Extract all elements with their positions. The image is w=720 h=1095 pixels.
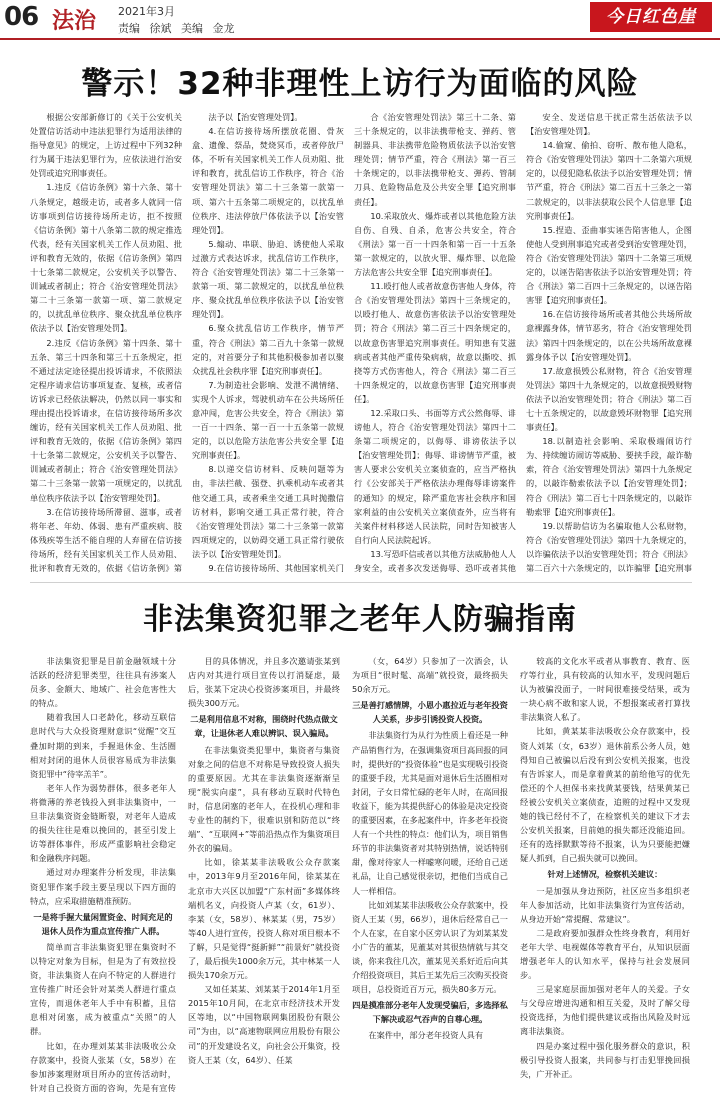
paragraph: 三是家庭层面加强对老年人的关爱。子女与父母应增进沟通和相互关爱，及时了解父母投资选择，为他们提供建议或指出风险及时远离非法集资。 <box>520 984 690 1037</box>
issue-date: 2021年3月 <box>118 5 175 18</box>
subheading: 三是善打感情牌，小恩小惠拉近与老年投资人关系，步步引诱投资人投资。 <box>352 700 508 725</box>
paragraph: 法予以【治安管理处罚】。 <box>208 112 303 122</box>
paragraph: 4.在信访接待场所摆放花圈、骨灰盒、遗像、祭品，焚烧冥币，或者停放尸体，不听有关国家机关工作人员劝阻、批评和教育，扰乱信访工作秩序，符合《治安管理处罚法》第二十三条第一款第一项、第六十五条第二项规定的，以扰乱单位秩序、违法停放尸体依法予以【治安管理处罚】。 <box>192 126 344 235</box>
paragraph: 随着我国人口老龄化，移动互联信息时代与大众投资理财意识“觉醒”交互叠加时期的到来，手握退休金、生活圈相对封闭的退休人员很容易成为非法集资犯罪中“待宰羔羊”。 <box>30 712 176 779</box>
paragraph: 在案件中，部分老年投资人具有 <box>368 1030 484 1041</box>
article1-headline: 警示！32种非理性上访行为面临的风险 <box>81 66 639 102</box>
paragraph: 15.捏造、歪曲事实诬告陷害他人，企图使他人受到刑事追究或者受到治安管理处罚，符合《治安管理处罚法》第四十二条第三项规定的，以诬告陷害依法予以治安管理处罚；符合《刑法》第二百四十三条规定的，以诬告陷害罪【追究刑事责任】。 <box>526 224 692 306</box>
paragraph: 合《治安管理处罚法》第三十二条、第三十条规定的，以非法携带枪支、弹药、管制器具、非法携带危险物质依法予以治安管理处罚；情节严重，符合《刑法》第一百三十条规定的，以非法携带枪支、弹药、管制刀具、危险物品危及公共安全罪【追究刑事责任】。 <box>354 112 516 207</box>
paragraph: 12.采取口头、书面等方式公然侮辱、诽谤他人，符合《治安管理处罚法》第四十二条第二项规定的，以侮辱、诽谤依法予以【治安管理处罚】；侮辱、诽谤情节严重，被害人要求公安机关立案侦查的，应当严格执行《公安部关于严格依法办理侮辱诽谤案件的通知》的规定，除严重危害社会秩序和国家利益的由公安机关立案侦查外，应当将有关案件材料移送人民法院，同时告知被害人自行向人民法院起诉。 <box>354 407 516 545</box>
paragraph: 根据公安部新修订的《关于公安机关处置信访活动中违法犯罪行为适用法律的指导意见》的规定，上访过程中下列32种行为属于违法犯罪行为，应依法进行治安处罚或追究刑事责任。 <box>30 112 182 179</box>
paragraph: 一是加强从身边预防，社区应当多组织老年人参加活动，比如非法集资行为宣传活动，从身边开始“常提醒、常建议”。 <box>520 885 690 924</box>
article1-column-4 <box>526 110 692 578</box>
article1-column-2 <box>192 110 344 578</box>
paragraph: 二是政府要加强群众性终身教育，利用好老年大学、电视媒体等教育平台，从知识层面增强老年人的认知水平，保持与社会发展同步。 <box>520 927 690 981</box>
page-number: 06 <box>4 2 39 32</box>
newspaper-logo: 今日红色崖 <box>590 2 712 32</box>
paragraph: 在非法集资类犯罪中，集资者与集资对象之间的信息不对称是导致投资人损失的重要原因。尤其在非法集资逐渐渐呈现“脱实向虚”，具有移动互联时代特色时，信息闭塞的老年人，在投机心理和非专业性的制约下，很难识别和防范以“终端”、“互联网+”等前沿热点作为集资项目外衣的骗局。 <box>188 744 340 854</box>
paragraph: 目的具体情况，并且多次邀请张某到店内对其进行项目宣传以打消疑虑，最后，张某下定决心投资涉案项目，并最终损失300万元。 <box>188 656 340 709</box>
subheading: 一是将手握大量闲置资金、时间充足的退休人员作为重点宣传推广人群。 <box>33 911 173 936</box>
paragraph: 10.采取放火、爆炸或者以其他危险方法自伤、自残、自杀，危害公共安全，符合《刑法》第一百一十四条和第一百一十五条第一款规定的，以放火罪、爆炸罪、以危险方法危害公共安全罪【追究刑事责任】。 <box>354 210 516 278</box>
paragraph: 19.以帮助信访为名骗取他人公私财物，符合《治安管理处罚法》第四十九条规定的，以诈骗依法予以治安管理处罚；符合《刑法》第二百六十六条规定的，以诈骗罪【追究刑事 <box>526 520 692 573</box>
article2-headline: 非法集资犯罪之老年人防骗指南 <box>143 602 577 637</box>
paragraph: 老年人作为弱势群体，很多老年人将微薄的养老钱投入到非法集资中，一旦非法集资资金链断裂，对老年人造成的损失往往是难以挽回的，甚至引发上访等群体事件，形成严重影响社会稳定和金融秩序问题。 <box>30 782 176 864</box>
article-separator <box>30 582 692 583</box>
paragraph: 简单而言非法集资犯罪在集资时不以特定对象为目标，但是为了有效拉投资，非法集资人在向不特定的人群进行宣传推广时还会针对某类人群进行重点宣传，而退休老年人手中有积蓄，且信息相对闭塞，成为被重点“关照”的人群。 <box>30 941 176 1037</box>
article2-column-2 <box>188 654 340 1094</box>
paragraph: 13.写恐吓信或者以其他方法威胁他人人身安全，或者多次发送侮辱、恐吓或者其他 <box>354 548 516 573</box>
masthead <box>0 0 720 48</box>
article2-column-1 <box>30 654 176 1094</box>
paragraph: 9.在信访接待场所、其他国家机关门 <box>208 563 344 573</box>
paragraph: 又如任某某、刘某某于2014年1月至2015年10月间，在北京市经济技术开发区等地，以“中国物联网集团股份有限公司”为由，以“高速物联网应用股份有限公司”的开发建设名义，向社会公开集资，投资人王某（女，64岁）、任某 <box>188 984 340 1065</box>
subheading: 二是利用信息不对称，围绕时代热点做文章，让退休老人难以辨识、误入骗局。 <box>190 714 338 739</box>
paragraph: 14.偷窥、偷拍、窃听、散布他人隐私，符合《治安管理处罚法》第四十二条第六项规定的，以侵犯隐私依法予以治安管理处罚；情节严重，符合《刑法》第二百五十三条之一第二款规定的，以非法获取公民个人信息罪【追究刑事责任】。 <box>526 140 692 221</box>
paragraph: 1.违反《信访条例》第十六条、第十八条规定，越级走访，或者多人就同一信访事项到信访接待场所走访，拒不按照《信访条例》第十八条第二款的规定推选代表，经有关国家机关工作人员劝阻、批评和教育无效的，依据《信访条例》第四十七条第二款规定，公安机关予以警告、训诫或者制止；符合《治安管理处罚法》第二十三条第一款第一项、第二款规定的，以扰乱单位秩序、聚众扰乱单位秩序依法予以【治安管理处罚】。 <box>30 182 182 334</box>
paragraph: 5.煽动、串联、胁迫、诱使他人采取过激方式表达诉求，扰乱信访工作秩序，符合《治安管理处罚法》第二十三条第一款第一项、第二款规定的，以扰乱单位秩序、聚众扰乱单位秩序依法予以【治安管理处罚】。 <box>192 238 344 320</box>
subheading: 四是摸准部分老年人发现受骗后，多选择私下解决或忍气吞声的自尊心理。 <box>352 1000 508 1025</box>
paragraph: 比如，在办理刘某某非法吸收公众存款案中，投资人张某（女，58岁）在参加涉案理财项目所办的宣传活动时，针对自己投资方面的咨询，先是有宣传 <box>30 1040 176 1093</box>
paragraph: 17.故意损毁公私财物，符合《治安管理处罚法》第四十九条规定的，以故意损毁财物依法予以治安管理处罚；符合《刑法》第二百七十五条规定的，以故意毁坏财物罪【追究刑事责任】。 <box>526 365 692 433</box>
paragraph: （女，64岁）只参加了一次酒会，认为项目“很时髦、高端”就投资，最终损失50余万元。 <box>352 656 508 695</box>
paragraph: 2.违反《信访条例》第十四条、第十五条、第三十四条和第三十五条规定，拒不通过法定途径提出投诉请求，不依照法定程序请求信访事项复查、复核，或者信访诉求已经依法解决，仍然以同一事实和理由提出投诉请求，在信访接待场所多次缠访，经有关国家机关工作人员劝阻、批评和教育无效的，依据《信访条例》第四十七条第二款规定，公安机关予以警告、训诫或者制止；符合《治安管理处罚法》第二十三条第一款第一项规定的，以扰乱单位秩序依法予以【治安管理处罚】。 <box>30 337 182 503</box>
paragraph: 比如，黄某某非法吸收公众存款案中，投资人刘某（女，63岁）退休前系公务人员，她得知自己被骗以后没有到公安机关报案，也没有告诉家人，而是拿着黄某的前给他写的优先偿还的个人担保书来找黄某要钱，结果黄某已经被公安机关立案侦查，追赃的过程中又发现她的钱已经付不了，在检察机关的建议下才去公安机关报案，目前她的损失都还没能追回。还有的选择默默等待不报案，认为只要能把嫌疑人抓到，自己损失就可以挽回。 <box>520 726 690 864</box>
masthead-rule <box>0 38 720 40</box>
paragraph: 通过对办理案件分析发现，非法集资犯罪作案手段主要呈现以下四方面的特点，应采取措施精准预防。 <box>30 867 176 906</box>
paragraph: 比如，徐某某非法吸收公众存款案中，2013年9月至2016年间，徐某某在北京市大兴区以加盟“广东村面”多媒体终端机名义，向投资人卢某（女，61岁）、李某（女，58岁）、林某某（男，75岁）等40人进行宣传，投资人称对项目根本不了解，只是觉得“挺新鲜”“前景好”就投资了，最后损失1000余万元，其中林某一人损失170余万元。 <box>188 857 340 981</box>
paragraph: 7.为制造社会影响、发泄不满情绪、实现个人诉求，驾驶机动车在公共场所任意冲闯，危害公共安全，符合《刑法》第一百一十四条、第一百一十五条第一款规定的，以以危险方法危害公共安全罪【追究刑事责任】。 <box>192 379 344 461</box>
paragraph: 18.以制造社会影响、采取极端闹访行为、持续缠访闹访等威胁、要挟手段，敲诈勒索，符合《治安管理处罚法》第四十九条规定的，以敲诈勒索依法予以【治安管理处罚】；符合《刑法》第二百七十四条规定的，以敲诈勒索罪【追究刑事责任】。 <box>526 436 692 517</box>
paragraph: 较高的文化水平或者从事教育、教育、医疗等行业，具有较高的认知水平，发现问题后认为被骗没面子，一时间很难接受结果，或为一块心病不敢和家人说，不想报案或者打算找非法集资人私了。 <box>520 656 690 723</box>
article1-column-3 <box>354 110 516 578</box>
section-title: 法治 <box>52 8 97 34</box>
paragraph: 8.以递交信访材料、反映问题等为由，非法拦截、强登、扒乘机动车或者其他交通工具，或者乘坐交通工具时抛撒信访材料，影响交通工具正常行驶，符合《治安管理处罚法》第二十三条第一款第四项规定的，以妨碍交通工具正常行驶依法予以【治安管理处罚】。 <box>192 464 344 559</box>
paragraph: 16.在信访接待场所或者其他公共场所故意裸露身体，情节恶劣，符合《治安管理处罚法》第四十四条规定的，以在公共场所故意裸露身体予以【治安管理处罚】。 <box>526 309 692 362</box>
paragraph: 比如刘某某非法吸收公众存款案中，投资人王某（男，66岁），退休后经常自己一个人在家，在自家小区旁认识了为刘某某发小广告的董某，见董某对其很热情就与其交谈，你来我往几次，董某见关系好近后向其介绍投资项目，其后王某先后三次购买投资项目，总投资近百万元，损失80多万元。 <box>352 899 508 995</box>
paragraph: 安全、发送信息干扰正常生活依法予以【治安管理处罚】。 <box>526 112 692 137</box>
paragraph: 非法集资行为从行为性质上看还是一种产品销售行为，在强调集资项目高回报的同时，提供好的“投资体验”也是实现吸引投资的重要手段，尤其是面对退休后生活圈相对封闭，子女日常忙碌的老年人时，在高回报收益下，能为其提供舒心的体验是决定投资的重要因素，在多起案件中，许多老年投资人有一个共性的特点：他们认为，项目销售环节的非法集资者对其特别热情，说话特别甜，像对待家人一样嘘寒问暖，还给自己送礼品，让自己感觉很亲切，把他们当成自己人一样相信。 <box>352 730 508 896</box>
subheading: 针对上述情况，检察机关建议： <box>547 869 663 880</box>
paragraph: 3.在信访接待场所滞留、滋事，或者将年老、年幼、体弱、患有严重疾病、肢体残疾等生活不能自理的人弃留在信访接待场所，经有关国家机关工作人员劝阻、批评和教育无效的，依据《信访条例》第 <box>30 506 182 573</box>
article2-column-4 <box>520 654 690 1094</box>
article1-column-1 <box>30 110 182 578</box>
paragraph: 11.殴打他人或者故意伤害他人身体，符合《治安管理处罚法》第四十三条规定的，以殴打他人、故意伤害依法予以治安管理处罚；符合《刑法》第二百三十四条规定的，以故意伤害罪追究刑事责任。明知患有艾滋病或者其他严重传染病病，故意以撕咬、抓挠等方式伤害他人，符合《刑法》第二百三十四条规定的，以故意伤害罪【追究刑事责任】。 <box>354 281 516 404</box>
paragraph: 四是办案过程中强化服务群众的意识，积极引导投资人报案，共同参与打击犯罪挽回损失，广开补正。 <box>520 1040 690 1079</box>
paragraph: 非法集资犯罪是目前金融领域十分活跃的经济犯罪类型，往往具有涉案人员多、金额大、地域广、社会危害性大的特点。 <box>30 656 176 709</box>
paragraph: 6.聚众扰乱信访工作秩序，情节严重，符合《刑法》第二百九十条第一款规定的，对首要分子和其他积极参加者以聚众扰乱社会秩序罪【追究刑事责任】。 <box>192 323 344 376</box>
editor-credits: 责编 徐斌 美编 金龙 <box>118 22 235 35</box>
article2-column-3 <box>352 654 508 1094</box>
